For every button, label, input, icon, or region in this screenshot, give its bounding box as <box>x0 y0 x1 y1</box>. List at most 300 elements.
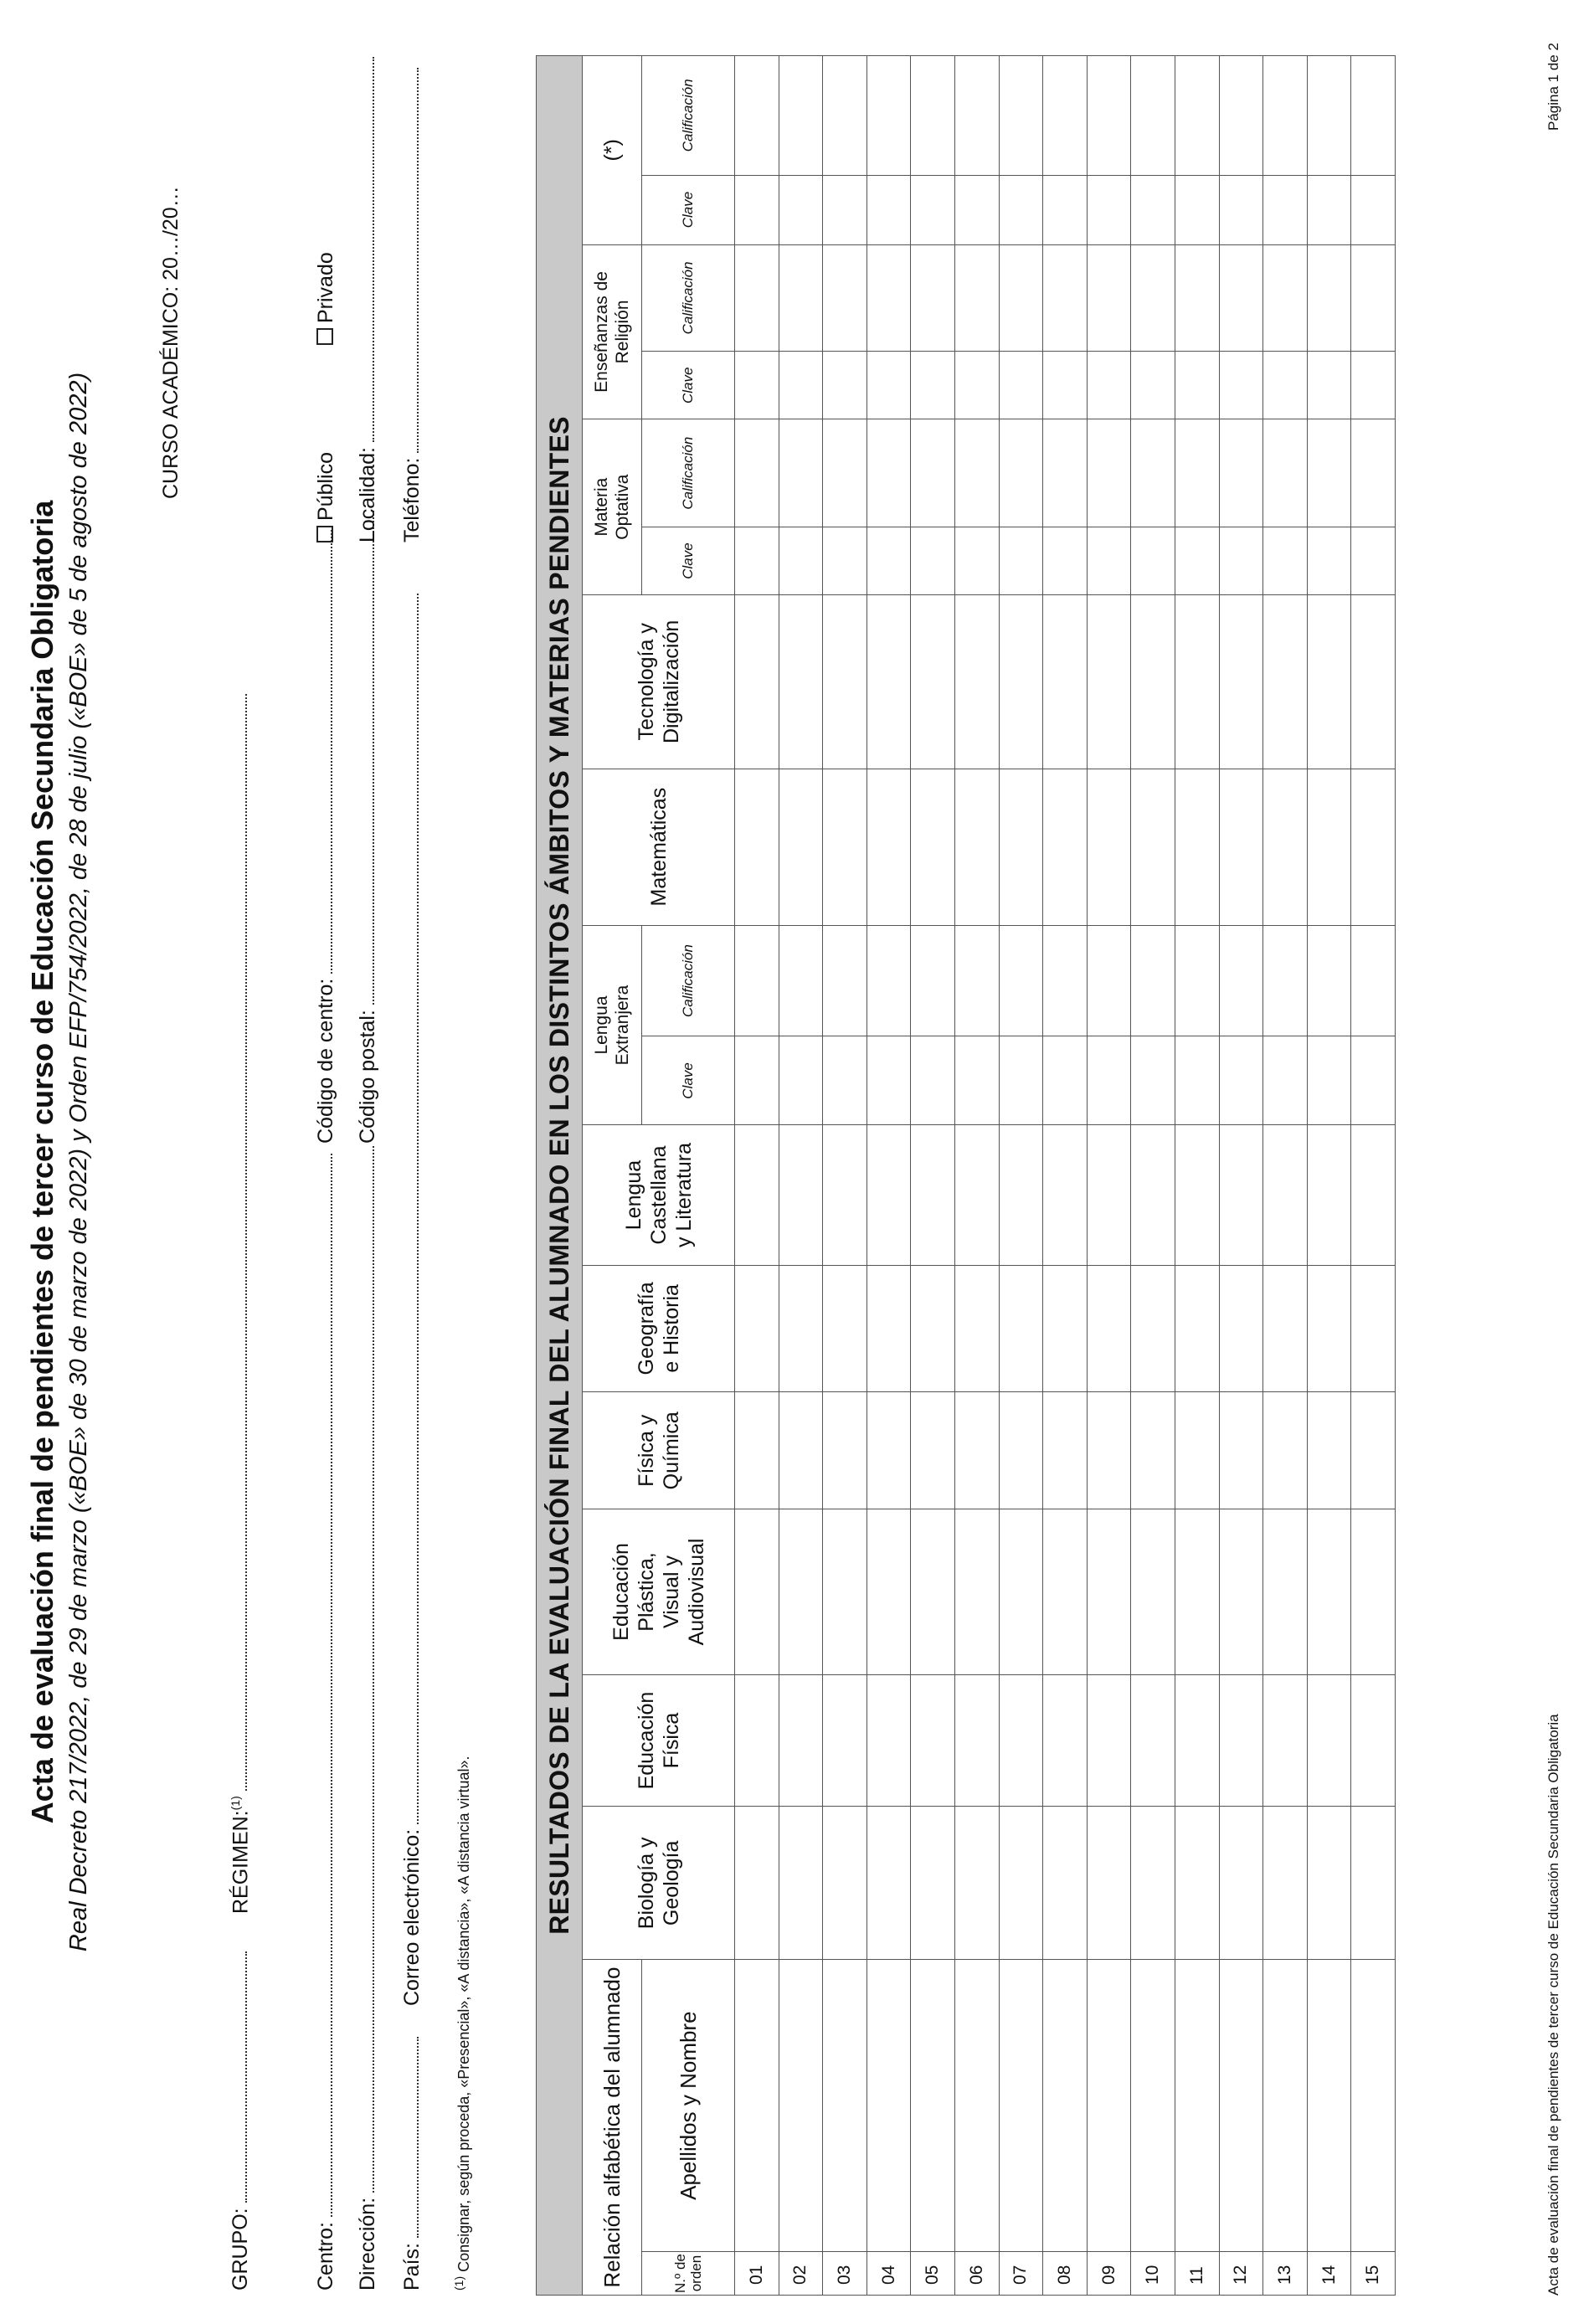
grade-cell[interactable] <box>823 769 867 925</box>
grade-cell[interactable] <box>1043 1509 1088 1674</box>
grade-cell[interactable] <box>954 1509 999 1674</box>
student-name-cell[interactable] <box>866 1960 911 2252</box>
grade-cell[interactable] <box>999 925 1043 1036</box>
grade-cell[interactable] <box>1351 595 1396 769</box>
student-name-cell[interactable] <box>1175 1960 1219 2252</box>
grade-cell[interactable] <box>1263 1509 1308 1674</box>
grade-cell[interactable] <box>954 1036 999 1125</box>
student-name-cell[interactable] <box>1351 1960 1396 2252</box>
grade-cell[interactable] <box>999 352 1043 419</box>
grade-cell[interactable] <box>999 1125 1043 1265</box>
grade-cell[interactable] <box>779 527 823 595</box>
grade-cell[interactable] <box>1307 244 1351 352</box>
grade-cell[interactable] <box>735 1265 779 1392</box>
grade-cell[interactable] <box>1263 244 1308 352</box>
grade-cell[interactable] <box>1263 1807 1308 1960</box>
grade-cell[interactable] <box>911 352 955 419</box>
grade-cell[interactable] <box>823 56 867 176</box>
grade-cell[interactable] <box>779 1392 823 1509</box>
grade-cell[interactable] <box>1351 527 1396 595</box>
grade-cell[interactable] <box>823 595 867 769</box>
grade-cell[interactable] <box>1131 527 1175 595</box>
grade-cell[interactable] <box>1043 175 1088 244</box>
grade-cell[interactable] <box>1351 352 1396 419</box>
table-row <box>999 56 1043 2296</box>
grade-cell[interactable] <box>1087 419 1131 527</box>
grade-cell[interactable] <box>1307 769 1351 925</box>
grade-cell[interactable] <box>1087 1509 1131 1674</box>
grade-cell[interactable] <box>1131 1125 1175 1265</box>
grade-cell[interactable] <box>911 1265 955 1392</box>
grade-cell[interactable] <box>735 352 779 419</box>
table-row <box>735 56 779 2296</box>
row-number: 04 <box>866 2252 911 2296</box>
table-row <box>1263 56 1308 2296</box>
grade-cell[interactable] <box>866 1392 911 1509</box>
grade-cell[interactable] <box>1131 1509 1175 1674</box>
privado-checkbox[interactable] <box>316 328 333 345</box>
grade-cell[interactable] <box>1087 56 1131 176</box>
grade-cell[interactable] <box>1263 1674 1308 1807</box>
grade-cell[interactable] <box>1175 419 1219 527</box>
grade-cell[interactable] <box>1131 1674 1175 1807</box>
grade-cell[interactable] <box>954 1265 999 1392</box>
grade-cell[interactable] <box>1219 352 1263 419</box>
grade-cell[interactable] <box>999 1509 1043 1674</box>
grade-cell[interactable] <box>1219 1265 1263 1392</box>
grade-cell[interactable] <box>779 595 823 769</box>
localidad-label: Localidad: <box>356 447 379 542</box>
grade-cell[interactable] <box>911 244 955 352</box>
grade-cell[interactable] <box>779 1674 823 1807</box>
grade-cell[interactable] <box>999 595 1043 769</box>
grade-cell[interactable] <box>1263 595 1308 769</box>
grade-cell[interactable] <box>911 769 955 925</box>
student-name-cell[interactable] <box>954 1960 999 2252</box>
grade-cell[interactable] <box>1219 1036 1263 1125</box>
grade-cell[interactable] <box>1175 1036 1219 1125</box>
direccion-dotted-line <box>372 1146 374 2193</box>
publico-label: Público <box>314 452 337 521</box>
grade-cell[interactable] <box>1175 1265 1219 1392</box>
grade-cell[interactable] <box>1131 244 1175 352</box>
telefono-dotted-line <box>416 68 419 453</box>
grade-cell[interactable] <box>1175 527 1219 595</box>
row-number: 05 <box>911 2252 955 2296</box>
grade-cell[interactable] <box>954 1807 999 1960</box>
grade-cell[interactable] <box>823 1392 867 1509</box>
codigo-centro-field[interactable] <box>314 530 338 1144</box>
student-name-cell[interactable] <box>1087 1960 1131 2252</box>
grade-cell[interactable] <box>1219 1674 1263 1807</box>
grade-cell[interactable] <box>1263 419 1308 527</box>
grade-cell[interactable] <box>1219 1392 1263 1509</box>
table-row <box>823 56 867 2296</box>
grade-cell[interactable] <box>735 769 779 925</box>
grade-cell[interactable] <box>779 1807 823 1960</box>
grade-cell[interactable] <box>735 175 779 244</box>
row-number: 10 <box>1131 2252 1175 2296</box>
grade-cell[interactable] <box>1307 925 1351 1036</box>
student-name-cell[interactable] <box>911 1960 955 2252</box>
grade-cell[interactable] <box>1351 244 1396 352</box>
grade-cell[interactable] <box>866 56 911 176</box>
localidad-field[interactable] <box>356 57 380 542</box>
grade-cell[interactable] <box>1263 1392 1308 1509</box>
grade-cell[interactable] <box>1307 56 1351 176</box>
grade-cell[interactable] <box>866 1125 911 1265</box>
grade-cell[interactable] <box>1351 1674 1396 1807</box>
grade-cell[interactable] <box>866 352 911 419</box>
grade-cell[interactable] <box>1175 595 1219 769</box>
header-religion: Enseñanzas de Religión <box>583 244 642 419</box>
grade-cell[interactable] <box>1087 595 1131 769</box>
grade-cell[interactable] <box>779 1125 823 1265</box>
grade-cell[interactable] <box>1087 1125 1131 1265</box>
grade-cell[interactable] <box>1263 527 1308 595</box>
grade-cell[interactable] <box>1307 1392 1351 1509</box>
row-number: 02 <box>779 2252 823 2296</box>
grade-cell[interactable] <box>779 419 823 527</box>
grade-cell[interactable] <box>954 352 999 419</box>
publico-option[interactable] <box>314 452 338 542</box>
header-lengua-extranjera: Lengua Extranjera <box>583 925 642 1125</box>
pais-dotted-line <box>416 2037 419 2238</box>
grade-cell[interactable] <box>735 1392 779 1509</box>
grade-cell[interactable] <box>735 1807 779 1960</box>
grade-cell[interactable] <box>1043 1125 1088 1265</box>
grade-cell[interactable] <box>1131 352 1175 419</box>
grade-cell[interactable] <box>999 56 1043 176</box>
grade-cell[interactable] <box>1307 1125 1351 1265</box>
page-number: Página 1 de 2 <box>1545 43 1561 131</box>
grade-cell[interactable] <box>1043 1265 1088 1392</box>
grade-cell[interactable] <box>1043 244 1088 352</box>
student-name-cell[interactable] <box>1307 1960 1351 2252</box>
grade-cell[interactable] <box>1043 527 1088 595</box>
results-band-title: RESULTADOS DE LA EVALUACIÓN FINAL DEL ALUMNADO EN LOS DISTINTOS ÁMBITOS Y MATERIAS PENDIENTES <box>537 56 583 2296</box>
grade-cell[interactable] <box>1087 527 1131 595</box>
grade-cell[interactable] <box>911 1509 955 1674</box>
student-name-cell[interactable] <box>735 1960 779 2252</box>
grade-cell[interactable] <box>779 56 823 176</box>
grade-cell[interactable] <box>911 595 955 769</box>
grade-cell[interactable] <box>911 56 955 176</box>
privado-option[interactable] <box>314 252 338 345</box>
grade-cell[interactable] <box>1043 1036 1088 1125</box>
grade-cell[interactable] <box>1307 352 1351 419</box>
grade-cell[interactable] <box>1307 1807 1351 1960</box>
grupo-field[interactable] <box>229 1951 253 2291</box>
grade-cell[interactable] <box>1043 595 1088 769</box>
grade-cell[interactable] <box>866 1807 911 1960</box>
grade-cell[interactable] <box>1351 1125 1396 1265</box>
grade-cell[interactable] <box>735 527 779 595</box>
grade-cell[interactable] <box>911 1125 955 1265</box>
header-biologia: Biología y Geología <box>583 1807 735 1960</box>
grade-cell[interactable] <box>823 244 867 352</box>
codigo-postal-field[interactable] <box>356 511 380 1144</box>
row-number: 13 <box>1263 2252 1308 2296</box>
grade-cell[interactable] <box>1175 352 1219 419</box>
grade-cell[interactable] <box>1043 56 1088 176</box>
grade-cell[interactable] <box>866 1265 911 1392</box>
grade-cell[interactable] <box>954 419 999 527</box>
grade-cell[interactable] <box>1307 1509 1351 1674</box>
regimen-note-ref: (1) <box>229 1796 242 1811</box>
grade-cell[interactable] <box>911 925 955 1036</box>
grade-cell[interactable] <box>779 175 823 244</box>
grade-cell[interactable] <box>1131 419 1175 527</box>
grade-cell[interactable] <box>1131 925 1175 1036</box>
religion-calificacion-header: Calificación <box>642 244 735 352</box>
direccion-field[interactable] <box>356 1146 380 2291</box>
grade-cell[interactable] <box>1043 419 1088 527</box>
grade-cell[interactable] <box>1131 1036 1175 1125</box>
grade-cell[interactable] <box>1087 1036 1131 1125</box>
grade-cell[interactable] <box>1307 1674 1351 1807</box>
grade-cell[interactable] <box>1219 769 1263 925</box>
grade-cell[interactable] <box>1307 175 1351 244</box>
grade-cell[interactable] <box>954 925 999 1036</box>
grade-cell[interactable] <box>1219 1807 1263 1960</box>
grade-cell[interactable] <box>1087 925 1131 1036</box>
grade-cell[interactable] <box>1087 244 1131 352</box>
localidad-dotted-line <box>372 57 374 442</box>
grade-cell[interactable] <box>911 1392 955 1509</box>
pais-field[interactable] <box>400 2037 424 2291</box>
grade-cell[interactable] <box>999 1674 1043 1807</box>
grade-cell[interactable] <box>1175 1674 1219 1807</box>
grade-cell[interactable] <box>999 1392 1043 1509</box>
grade-cell[interactable] <box>954 769 999 925</box>
centro-field[interactable] <box>314 1154 338 2291</box>
grade-cell[interactable] <box>823 352 867 419</box>
row-number: 01 <box>735 2252 779 2296</box>
grade-cell[interactable] <box>1043 769 1088 925</box>
grade-cell[interactable] <box>866 175 911 244</box>
grade-cell[interactable] <box>1131 595 1175 769</box>
grade-cell[interactable] <box>823 925 867 1036</box>
grade-cell[interactable] <box>779 1036 823 1125</box>
grade-cell[interactable] <box>1219 1509 1263 1674</box>
grade-cell[interactable] <box>1307 527 1351 595</box>
grade-cell[interactable] <box>735 595 779 769</box>
grade-cell[interactable] <box>1043 1392 1088 1509</box>
grade-cell[interactable] <box>779 352 823 419</box>
grade-cell[interactable] <box>911 175 955 244</box>
grade-cell[interactable] <box>823 1807 867 1960</box>
grade-cell[interactable] <box>1219 244 1263 352</box>
grade-cell[interactable] <box>735 244 779 352</box>
grade-cell[interactable] <box>999 1807 1043 1960</box>
grade-cell[interactable] <box>779 1265 823 1392</box>
grade-cell[interactable] <box>1131 56 1175 176</box>
grade-cell[interactable] <box>999 1265 1043 1392</box>
grade-cell[interactable] <box>954 1125 999 1265</box>
grade-cell[interactable] <box>1219 1125 1263 1265</box>
footnote-text: Consignar, según proceda, «Presencial», «A distancia», «A distancia virtual». <box>455 1756 472 2272</box>
grade-cell[interactable] <box>735 1674 779 1807</box>
grade-cell[interactable] <box>735 1036 779 1125</box>
grade-cell[interactable] <box>1351 1265 1396 1392</box>
grade-cell[interactable] <box>1263 1265 1308 1392</box>
grade-cell[interactable] <box>1131 175 1175 244</box>
grade-cell[interactable] <box>1351 1807 1396 1960</box>
grade-cell[interactable] <box>1219 925 1263 1036</box>
grade-cell[interactable] <box>779 769 823 925</box>
student-name-cell[interactable] <box>1219 1960 1263 2252</box>
grade-cell[interactable] <box>999 769 1043 925</box>
grade-cell[interactable] <box>1087 1807 1131 1960</box>
grade-cell[interactable] <box>823 1265 867 1392</box>
grade-cell[interactable] <box>1087 352 1131 419</box>
grade-cell[interactable] <box>911 1036 955 1125</box>
grade-cell[interactable] <box>866 1036 911 1125</box>
grade-cell[interactable] <box>823 1036 867 1125</box>
student-name-cell[interactable] <box>779 1960 823 2252</box>
grade-cell[interactable] <box>779 244 823 352</box>
grade-cell[interactable] <box>954 175 999 244</box>
grade-cell[interactable] <box>911 1807 955 1960</box>
grade-cell[interactable] <box>999 527 1043 595</box>
grade-cell[interactable] <box>1175 1807 1219 1960</box>
grade-cell[interactable] <box>779 1509 823 1674</box>
grade-cell[interactable] <box>735 1125 779 1265</box>
grade-cell[interactable] <box>1131 769 1175 925</box>
grade-cell[interactable] <box>1351 1036 1396 1125</box>
grade-cell[interactable] <box>1351 769 1396 925</box>
grade-cell[interactable] <box>911 419 955 527</box>
grade-cell[interactable] <box>911 1674 955 1807</box>
grade-cell[interactable] <box>999 244 1043 352</box>
grade-cell[interactable] <box>1175 769 1219 925</box>
grade-cell[interactable] <box>1175 244 1219 352</box>
grade-cell[interactable] <box>779 925 823 1036</box>
grade-cell[interactable] <box>1175 56 1219 176</box>
grade-cell[interactable] <box>735 419 779 527</box>
grade-cell[interactable] <box>1351 56 1396 176</box>
grade-cell[interactable] <box>735 1509 779 1674</box>
row-number: 07 <box>999 2252 1043 2296</box>
grade-cell[interactable] <box>1307 595 1351 769</box>
grade-cell[interactable] <box>1351 1509 1396 1674</box>
grade-cell[interactable] <box>1263 1036 1308 1125</box>
grade-cell[interactable] <box>823 1509 867 1674</box>
grade-cell[interactable] <box>866 419 911 527</box>
grade-cell[interactable] <box>1175 925 1219 1036</box>
grade-cell[interactable] <box>1175 1125 1219 1265</box>
grade-cell[interactable] <box>999 419 1043 527</box>
table-row <box>1219 56 1263 2296</box>
regimen-field[interactable] <box>229 694 253 1914</box>
grade-cell[interactable] <box>1087 1674 1131 1807</box>
grade-cell[interactable] <box>1351 175 1396 244</box>
row-number: 11 <box>1175 2252 1219 2296</box>
grade-cell[interactable] <box>866 595 911 769</box>
grade-cell[interactable] <box>823 419 867 527</box>
grade-cell[interactable] <box>823 527 867 595</box>
grade-cell[interactable] <box>735 56 779 176</box>
grade-cell[interactable] <box>1043 352 1088 419</box>
student-name-cell[interactable] <box>823 1960 867 2252</box>
grade-cell[interactable] <box>1043 1674 1088 1807</box>
grade-cell[interactable] <box>1263 769 1308 925</box>
grade-cell[interactable] <box>1351 419 1396 527</box>
student-name-cell[interactable] <box>999 1960 1043 2252</box>
grade-cell[interactable] <box>1263 1125 1308 1265</box>
student-name-cell[interactable] <box>1043 1960 1088 2252</box>
grade-cell[interactable] <box>1263 925 1308 1036</box>
telefono-field[interactable] <box>400 68 424 542</box>
grade-cell[interactable] <box>999 1036 1043 1125</box>
grade-cell[interactable] <box>1307 1036 1351 1125</box>
table-row <box>1131 56 1175 2296</box>
grade-cell[interactable] <box>1043 925 1088 1036</box>
grade-cell[interactable] <box>911 527 955 595</box>
grade-cell[interactable] <box>823 1125 867 1265</box>
grade-cell[interactable] <box>954 56 999 176</box>
correo-field[interactable] <box>400 594 424 2006</box>
grade-cell[interactable] <box>1307 419 1351 527</box>
grade-cell[interactable] <box>1263 175 1308 244</box>
grade-cell[interactable] <box>866 244 911 352</box>
grade-cell[interactable] <box>866 769 911 925</box>
grade-cell[interactable] <box>866 1674 911 1807</box>
grade-cell[interactable] <box>1087 1265 1131 1392</box>
grade-cell[interactable] <box>999 175 1043 244</box>
grade-cell[interactable] <box>954 1392 999 1509</box>
grade-cell[interactable] <box>1043 1807 1088 1960</box>
table-row <box>1351 56 1396 2296</box>
grade-cell[interactable] <box>866 1509 911 1674</box>
grade-cell[interactable] <box>1263 352 1308 419</box>
grade-cell[interactable] <box>823 175 867 244</box>
grade-cell[interactable] <box>1087 175 1131 244</box>
grade-cell[interactable] <box>954 595 999 769</box>
table-row <box>866 56 911 2296</box>
grade-cell[interactable] <box>1219 175 1263 244</box>
grade-cell[interactable] <box>823 1674 867 1807</box>
grade-cell[interactable] <box>1219 595 1263 769</box>
grade-cell[interactable] <box>1263 56 1308 176</box>
grade-cell[interactable] <box>1219 527 1263 595</box>
student-name-cell[interactable] <box>1131 1960 1175 2252</box>
grade-cell[interactable] <box>954 244 999 352</box>
grade-cell[interactable] <box>1175 1392 1219 1509</box>
grade-cell[interactable] <box>1175 1509 1219 1674</box>
grade-cell[interactable] <box>735 925 779 1036</box>
grade-cell[interactable] <box>1307 1265 1351 1392</box>
grade-cell[interactable] <box>1175 175 1219 244</box>
student-name-cell[interactable] <box>1263 1960 1308 2252</box>
grade-cell[interactable] <box>1351 1392 1396 1509</box>
grade-cell[interactable] <box>1087 769 1131 925</box>
grade-cell[interactable] <box>1351 925 1396 1036</box>
grade-cell[interactable] <box>866 925 911 1036</box>
grade-cell[interactable] <box>1219 56 1263 176</box>
grade-cell[interactable] <box>1131 1265 1175 1392</box>
grade-cell[interactable] <box>1131 1807 1175 1960</box>
grade-cell[interactable] <box>866 527 911 595</box>
grade-cell[interactable] <box>1219 419 1263 527</box>
publico-checkbox[interactable] <box>316 526 333 542</box>
header-educacion-fisica: Educación Física <box>583 1674 735 1807</box>
grade-cell[interactable] <box>1087 1392 1131 1509</box>
grade-cell[interactable] <box>954 1674 999 1807</box>
grade-cell[interactable] <box>954 527 999 595</box>
grade-cell[interactable] <box>1131 1392 1175 1509</box>
